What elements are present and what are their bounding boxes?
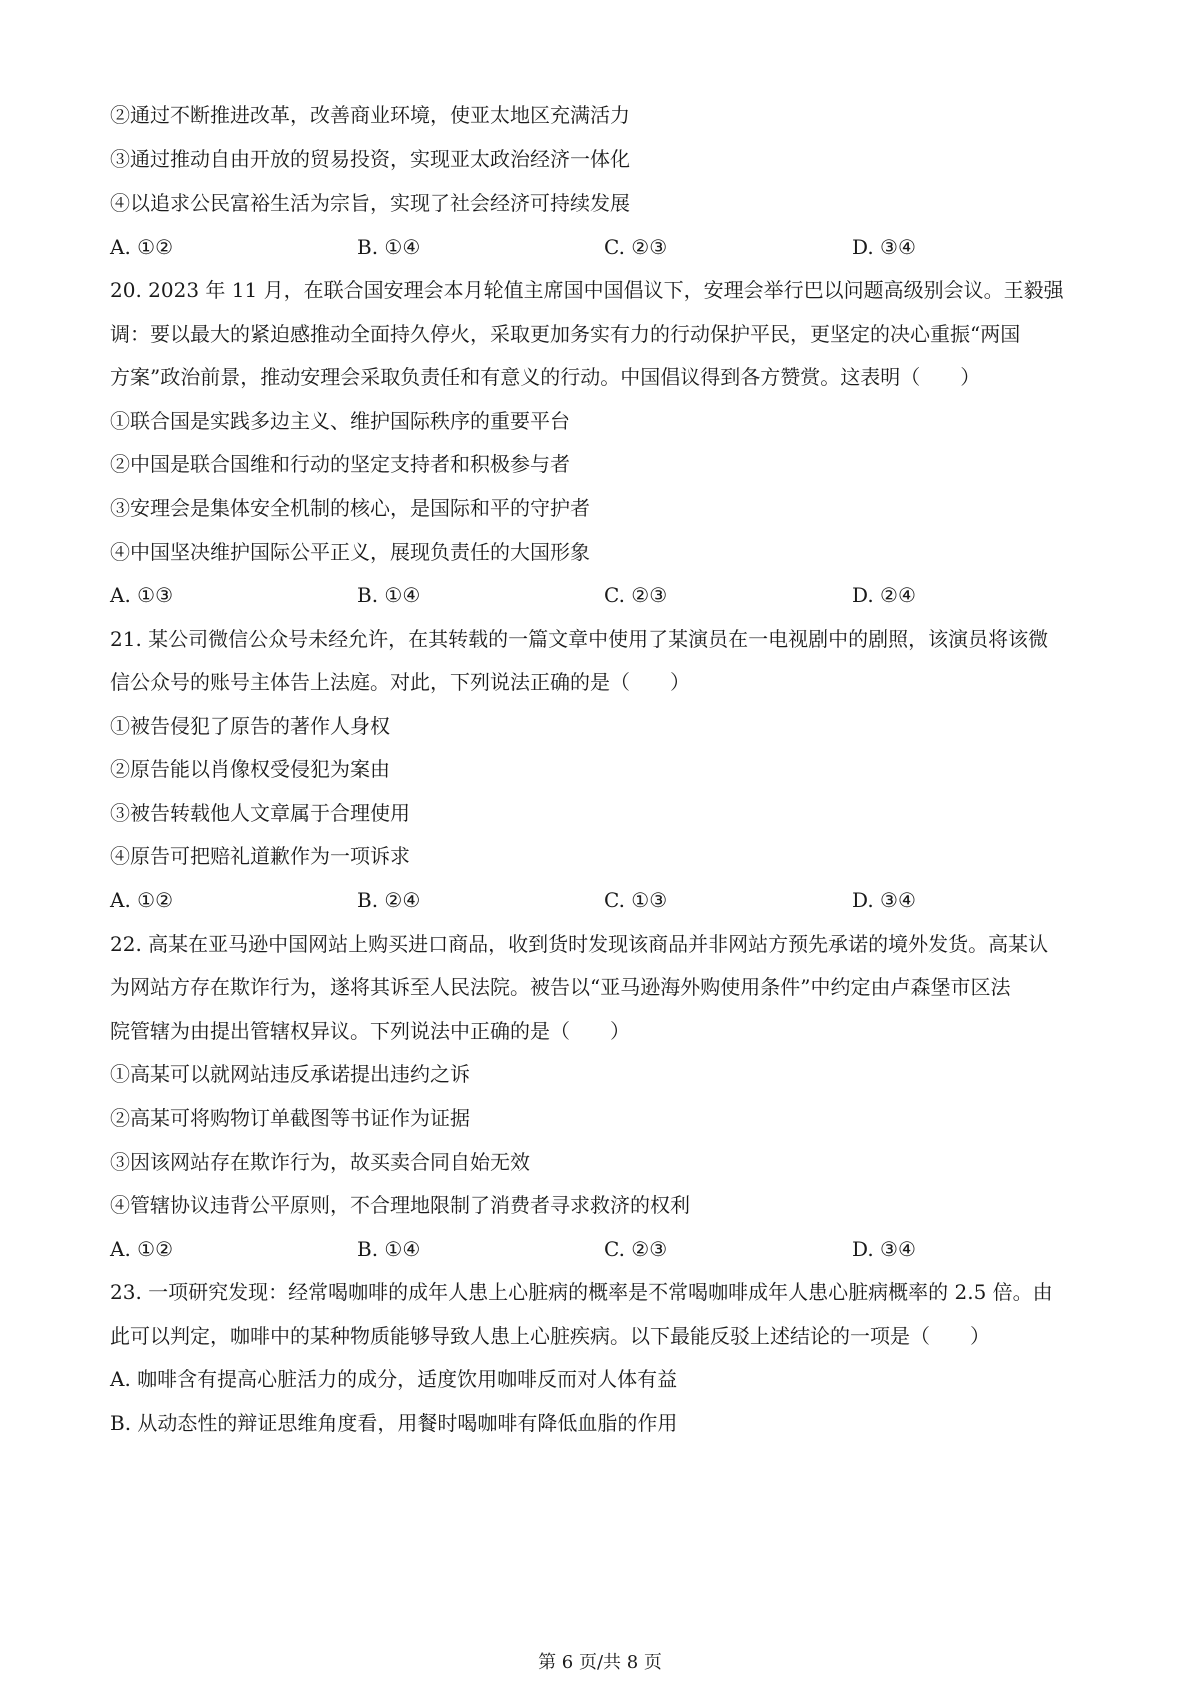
q20-statement-2: ②中国是联合国维和行动的坚定支持者和积极参与者 xyxy=(110,452,570,476)
q22-option-c: C. ②③ xyxy=(604,1237,668,1261)
q22-statement-1: ①高某可以就网站违反承诺提出违约之诉 xyxy=(110,1062,470,1086)
q22-option-a: A. ①② xyxy=(110,1237,174,1261)
q21-option-a: A. ①② xyxy=(110,888,174,912)
q20-options xyxy=(110,581,1110,609)
q22-stem-line-2: 为网站方存在欺诈行为，遂将其诉至人民法院。被告以“亚马逊海外购使用条件”中约定由卢森堡市区法 xyxy=(110,975,1011,999)
q21-options xyxy=(110,886,1110,914)
q23-option-b: B. 从动态性的辩证思维角度看，用餐时喝咖啡有降低血脂的作用 xyxy=(110,1411,678,1435)
q23-stem-line-1: 23. 一项研究发现：经常喝咖啡的成年人患上心脏病的概率是不常喝咖啡成年人患心脏病概率的 2.5 倍。由 xyxy=(110,1280,1053,1304)
q21-statement-2: ②原告能以肖像权受侵犯为案由 xyxy=(110,757,390,781)
page-number-footer: 第 6 页/共 8 页 xyxy=(538,1652,662,1673)
q20-statement-1: ①联合国是实践多边主义、维护国际秩序的重要平台 xyxy=(110,409,570,433)
q21-statement-4: ④原告可把赔礼道歉作为一项诉求 xyxy=(110,844,410,868)
q20-stem-line-1: 20. 2023 年 11 月，在联合国安理会本月轮值主席国中国倡议下，安理会举行巴以问题高级别会议。王毅强 xyxy=(110,278,1064,302)
q22-options xyxy=(110,1235,1110,1263)
q22-stem-line-1: 22. 高某在亚马逊中国网站上购买进口商品，收到货时发现该商品并非网站方预先承诺的境外发货。高某认 xyxy=(110,932,1049,956)
q22-statement-2: ②高某可将购物订单截图等书证作为证据 xyxy=(110,1106,470,1130)
q23-stem-line-2: 此可以判定，咖啡中的某种物质能够导致人患上心脏疾病。以下最能反驳上述结论的一项是（ ） xyxy=(110,1324,990,1348)
q21-option-d: D. ③④ xyxy=(852,888,916,912)
q23-option-a: A. 咖啡含有提高心脏活力的成分，适度饮用咖啡反而对人体有益 xyxy=(110,1367,678,1391)
q22-statement-4: ④管辖协议违背公平原则，不合理地限制了消费者寻求救济的权利 xyxy=(110,1193,690,1217)
q22-stem-line-3: 院管辖为由提出管辖权异议。下列说法中正确的是（ ） xyxy=(110,1019,630,1043)
q20-statement-3: ③安理会是集体安全机制的核心，是国际和平的守护者 xyxy=(110,496,590,520)
q20-option-b: B. ①④ xyxy=(357,583,421,607)
q19-statement-2: ②通过不断推进改革，改善商业环境，使亚太地区充满活力 xyxy=(110,103,630,127)
q20-statement-4: ④中国坚决维护国际公平正义，展现负责任的大国形象 xyxy=(110,540,590,564)
q20-option-c: C. ②③ xyxy=(604,583,668,607)
q19-option-c: C. ②③ xyxy=(604,235,668,259)
q21-statement-1: ①被告侵犯了原告的著作人身权 xyxy=(110,714,390,738)
q21-stem-line-2: 信公众号的账号主体告上法庭。对此，下列说法正确的是（ ） xyxy=(110,670,690,694)
q22-option-d: D. ③④ xyxy=(852,1237,916,1261)
q20-option-a: A. ①③ xyxy=(110,583,174,607)
q21-option-b: B. ②④ xyxy=(357,888,421,912)
q22-option-b: B. ①④ xyxy=(357,1237,421,1261)
q19-statement-3: ③通过推动自由开放的贸易投资，实现亚太政治经济一体化 xyxy=(110,147,630,171)
q21-stem-line-1: 21. 某公司微信公众号未经允许，在其转载的一篇文章中使用了某演员在一电视剧中的剧照，该演员将该微 xyxy=(110,627,1049,651)
q20-option-d: D. ②④ xyxy=(852,583,916,607)
q21-statement-3: ③被告转载他人文章属于合理使用 xyxy=(110,801,410,825)
q19-options xyxy=(110,233,1110,261)
q21-option-c: C. ①③ xyxy=(604,888,668,912)
q19-option-a: A. ①② xyxy=(110,235,174,259)
q20-stem-line-3: 方案”政治前景，推动安理会采取负责任和有意义的行动。中国倡议得到各方赞赏。这表明（ ） xyxy=(110,365,981,389)
q22-statement-3: ③因该网站存在欺诈行为，故买卖合同自始无效 xyxy=(110,1150,530,1174)
q19-option-b: B. ①④ xyxy=(357,235,421,259)
q19-option-d: D. ③④ xyxy=(852,235,916,259)
q19-statement-4: ④以追求公民富裕生活为宗旨，实现了社会经济可持续发展 xyxy=(110,191,630,215)
q20-stem-line-2: 调：要以最大的紧迫感推动全面持久停火，采取更加务实有力的行动保护平民，更坚定的决心重振“两国 xyxy=(110,322,1021,346)
